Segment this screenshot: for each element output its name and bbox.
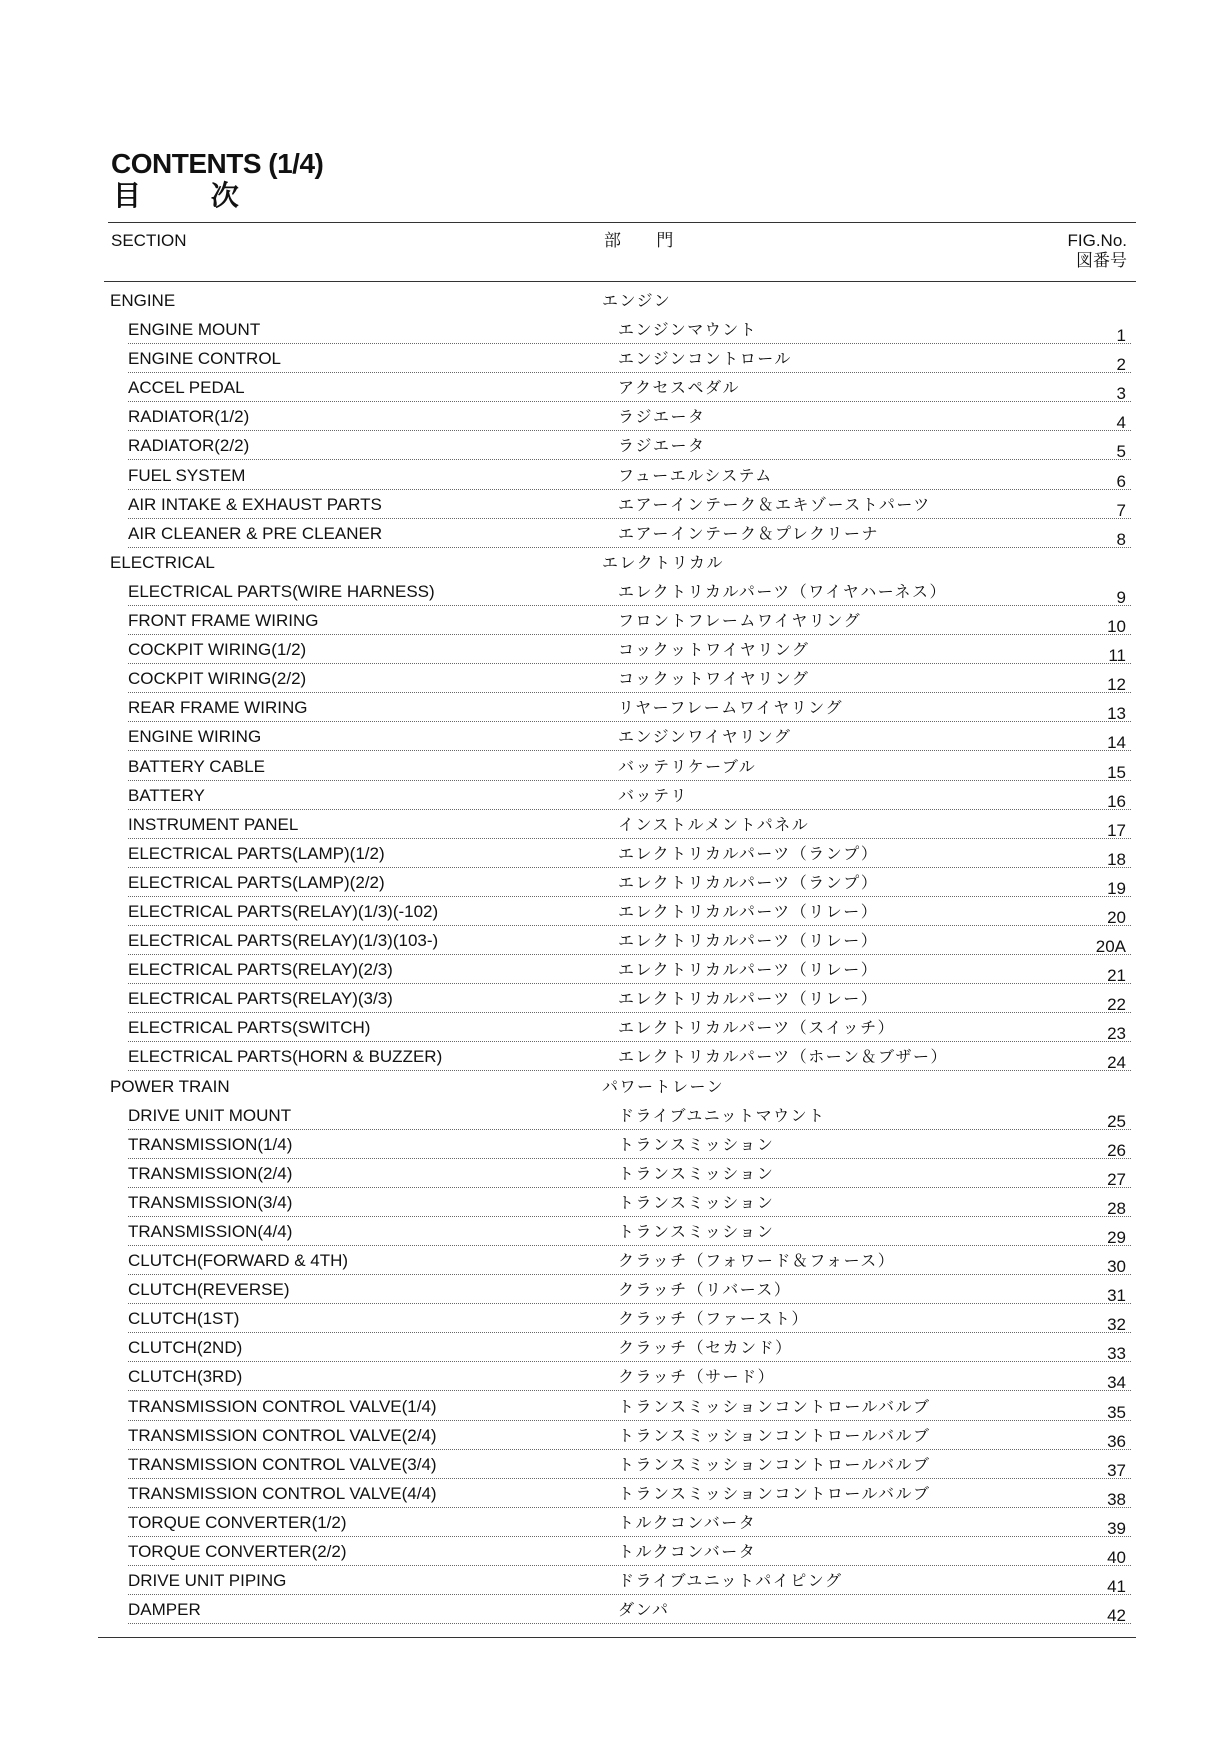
fig-number: 40 <box>1107 1548 1126 1568</box>
contents-row <box>0 1366 1231 1395</box>
entry-title-en: ELECTRICAL PARTS(HORN & BUZZER) <box>128 1047 443 1067</box>
entry-title-jp: トランスミッション <box>618 1134 775 1154</box>
contents-row <box>0 348 1231 377</box>
entry-title-jp: エレクトリカルパーツ（ホーン＆ブザー） <box>618 1047 948 1067</box>
contents-row <box>0 756 1231 785</box>
leader-dots <box>128 459 1131 460</box>
entry-title-jp: エアーインテーク＆エキゾーストパーツ <box>618 494 931 514</box>
contents-row <box>0 1483 1231 1512</box>
fig-number: 22 <box>1107 995 1126 1015</box>
contents-row <box>0 1308 1231 1337</box>
leader-dots <box>128 1216 1131 1217</box>
entry-title-en: CLUTCH(FORWARD & 4TH) <box>128 1251 349 1271</box>
leader-dots <box>128 1012 1131 1013</box>
fig-number: 24 <box>1107 1053 1126 1073</box>
entry-title-en: ELECTRICAL PARTS(RELAY)(3/3) <box>128 989 393 1009</box>
fig-number: 38 <box>1107 1489 1126 1509</box>
fig-number: 30 <box>1107 1257 1126 1277</box>
leader-dots <box>128 867 1131 868</box>
contents-row <box>0 1250 1231 1279</box>
fig-number: 18 <box>1107 849 1126 869</box>
contents-row <box>0 1425 1231 1454</box>
entry-title-en: ELECTRICAL <box>110 552 215 572</box>
entry-title-en: CLUTCH(2ND) <box>128 1338 243 1358</box>
entry-title-jp: エレクトリカルパーツ（リレー） <box>618 989 879 1009</box>
entry-title-en: TRANSMISSION(1/4) <box>128 1134 293 1154</box>
fig-number: 3 <box>1116 384 1126 404</box>
entry-title-en: POWER TRAIN <box>110 1076 230 1096</box>
fig-number: 6 <box>1116 471 1126 491</box>
entry-title-jp: クラッチ（フォワード＆フォース） <box>618 1251 896 1271</box>
entry-title-en: BATTERY CABLE <box>128 756 265 776</box>
column-header-bumon: 部 門 <box>604 231 674 251</box>
fig-number: 11 <box>1108 646 1126 666</box>
leader-dots <box>128 663 1131 664</box>
contents-row <box>0 1105 1231 1134</box>
entry-title-jp: クラッチ（サード） <box>618 1367 776 1387</box>
fig-number: 16 <box>1107 791 1126 811</box>
contents-row <box>0 1570 1231 1599</box>
leader-dots <box>128 983 1131 984</box>
leader-dots <box>128 1390 1131 1391</box>
entry-title-en: CLUTCH(3RD) <box>128 1367 243 1387</box>
entry-title-en: FUEL SYSTEM <box>128 465 246 485</box>
leader-dots <box>128 1478 1131 1479</box>
contents-row <box>0 639 1231 668</box>
fig-number: 36 <box>1107 1431 1126 1451</box>
leader-dots <box>128 1158 1131 1159</box>
page-title: CONTENTS (1/4) <box>111 148 324 179</box>
entry-title-jp: フロントフレームワイヤリング <box>618 611 862 631</box>
section-heading-row <box>0 552 1231 581</box>
column-header-fig-jp: 図番号 <box>1076 251 1127 270</box>
entry-title-en: RADIATOR(2/2) <box>128 436 250 456</box>
entry-title-en: TRANSMISSION CONTROL VALVE(3/4) <box>128 1454 437 1474</box>
entry-title-jp: エアーインテーク＆プレクリーナ <box>618 523 880 543</box>
fig-number: 28 <box>1107 1198 1126 1218</box>
entry-title-jp: クラッチ（セカンド） <box>618 1338 793 1358</box>
contents-list <box>0 290 1231 1628</box>
leader-dots <box>128 750 1131 751</box>
entry-title-jp: トランスミッションコントロールバルブ <box>618 1396 931 1416</box>
entry-title-jp: パワートレーン <box>602 1076 725 1096</box>
contents-row <box>0 959 1231 988</box>
fig-number: 31 <box>1107 1286 1126 1306</box>
contents-row <box>0 1221 1231 1250</box>
leader-dots <box>128 518 1131 519</box>
leader-dots <box>128 1449 1131 1450</box>
contents-row <box>0 1017 1231 1046</box>
contents-row <box>0 697 1231 726</box>
contents-row <box>0 1192 1231 1221</box>
entry-title-en: ELECTRICAL PARTS(SWITCH) <box>128 1018 371 1038</box>
entry-title-jp: トルクコンバータ <box>618 1512 757 1532</box>
column-header-section: SECTION <box>111 231 187 250</box>
entry-title-en: ENGINE <box>110 291 176 310</box>
entry-title-en: AIR INTAKE & EXHAUST PARTS <box>128 494 382 514</box>
entry-title-jp: バッテリケーブル <box>618 756 757 776</box>
page-title-jp: 目 次 <box>113 179 239 212</box>
leader-dots <box>128 1274 1131 1275</box>
leader-dots <box>128 605 1131 606</box>
entry-title-jp: エレクトリカルパーツ（ランプ） <box>618 843 879 863</box>
entry-title-jp: エンジン <box>602 291 672 310</box>
fig-number: 25 <box>1107 1111 1126 1131</box>
entry-title-jp: トランスミッションコントロールバルブ <box>618 1454 931 1474</box>
bottom-divider <box>98 1637 1136 1638</box>
entry-title-en: ELECTRICAL PARTS(LAMP)(1/2) <box>128 843 385 863</box>
entry-title-jp: トルクコンバータ <box>618 1542 757 1562</box>
entry-title-jp: ラジエータ <box>618 407 706 427</box>
entry-title-en: AIR CLEANER & PRE CLEANER <box>128 523 383 543</box>
fig-number: 1 <box>1116 326 1126 346</box>
entry-title-jp: エレクトリカルパーツ（リレー） <box>618 960 879 980</box>
top-divider <box>108 222 1136 223</box>
entry-title-en: ELECTRICAL PARTS(RELAY)(2/3) <box>128 960 393 980</box>
entry-title-jp: インストルメントパネル <box>618 814 810 834</box>
entry-title-en: ENGINE MOUNT <box>128 320 261 340</box>
fig-number: 20 <box>1107 907 1126 927</box>
entry-title-en: TORQUE CONVERTER(1/2) <box>128 1512 347 1532</box>
contents-row <box>0 814 1231 843</box>
entry-title-jp: エレクトリカルパーツ（リレー） <box>618 901 879 921</box>
fig-number: 7 <box>1116 500 1126 520</box>
leader-dots <box>128 343 1131 344</box>
contents-row <box>0 668 1231 697</box>
entry-title-en: COCKPIT WIRING(2/2) <box>128 669 307 689</box>
entry-title-en: INSTRUMENT PANEL <box>128 814 299 834</box>
contents-row <box>0 1512 1231 1541</box>
contents-row <box>0 901 1231 930</box>
entry-title-en: DRIVE UNIT PIPING <box>128 1571 287 1591</box>
section-heading-row <box>0 290 1231 319</box>
fig-number: 32 <box>1107 1315 1126 1335</box>
entry-title-jp: トランスミッション <box>618 1163 775 1183</box>
contents-row <box>0 785 1231 814</box>
leader-dots <box>128 809 1131 810</box>
fig-number: 10 <box>1107 617 1126 637</box>
fig-number: 34 <box>1107 1373 1126 1393</box>
leader-dots <box>128 1536 1131 1537</box>
entry-title-jp: リヤーフレームワイヤリング <box>618 698 843 718</box>
entry-title-jp: コックットワイヤリング <box>618 669 810 689</box>
fig-number: 23 <box>1107 1024 1126 1044</box>
entry-title-en: ELECTRICAL PARTS(RELAY)(1/3)(103-) <box>128 931 439 951</box>
fig-number: 35 <box>1107 1402 1126 1422</box>
entry-title-en: DRIVE UNIT MOUNT <box>128 1105 292 1125</box>
entry-title-en: TRANSMISSION CONTROL VALVE(2/4) <box>128 1425 437 1445</box>
contents-row <box>0 435 1231 464</box>
entry-title-en: FRONT FRAME WIRING <box>128 611 319 631</box>
fig-number: 2 <box>1116 355 1126 375</box>
contents-row <box>0 1134 1231 1163</box>
fig-number: 12 <box>1107 675 1126 695</box>
entry-title-jp: エレクトリカルパーツ（ワイヤハーネス） <box>618 581 947 601</box>
contents-row <box>0 581 1231 610</box>
leader-dots <box>128 1041 1131 1042</box>
entry-title-en: ELECTRICAL PARTS(WIRE HARNESS) <box>128 581 435 601</box>
entry-title-en: TRANSMISSION CONTROL VALVE(4/4) <box>128 1483 437 1503</box>
leader-dots <box>128 838 1131 839</box>
leader-dots <box>128 401 1131 402</box>
contents-row <box>0 872 1231 901</box>
entry-title-jp: コックットワイヤリング <box>618 640 810 660</box>
leader-dots <box>128 1565 1131 1566</box>
fig-number: 21 <box>1107 966 1126 986</box>
contents-row <box>0 610 1231 639</box>
fig-number: 26 <box>1107 1140 1126 1160</box>
leader-dots <box>128 954 1131 955</box>
leader-dots <box>128 896 1131 897</box>
entry-title-en: DAMPER <box>128 1600 201 1620</box>
leader-dots <box>128 780 1131 781</box>
fig-number: 13 <box>1107 704 1126 724</box>
contents-row <box>0 930 1231 959</box>
entry-title-en: CLUTCH(REVERSE) <box>128 1280 290 1300</box>
entry-title-jp: エレクトリカルパーツ（ランプ） <box>618 872 879 892</box>
entry-title-en: REAR FRAME WIRING <box>128 698 308 718</box>
entry-title-en: RADIATOR(1/2) <box>128 407 250 427</box>
fig-number: 41 <box>1107 1577 1126 1597</box>
entry-title-jp: ラジエータ <box>618 436 706 456</box>
fig-number: 29 <box>1107 1228 1126 1247</box>
leader-dots <box>128 372 1131 373</box>
fig-number: 39 <box>1107 1518 1126 1538</box>
entry-title-en: ACCEL PEDAL <box>128 378 245 398</box>
leader-dots <box>128 1070 1131 1071</box>
entry-title-en: ENGINE WIRING <box>128 727 262 747</box>
entry-title-jp: クラッチ（リバース） <box>618 1280 792 1300</box>
entry-title-en: ELECTRICAL PARTS(LAMP)(2/2) <box>128 872 385 892</box>
fig-number: 19 <box>1107 878 1126 898</box>
entry-title-en: TRANSMISSION(2/4) <box>128 1163 293 1183</box>
entry-title-jp: エレクトリカル <box>602 552 725 572</box>
contents-row <box>0 1599 1231 1628</box>
leader-dots <box>128 721 1131 722</box>
contents-row <box>0 1337 1231 1366</box>
leader-dots <box>128 925 1131 926</box>
contents-row <box>0 1396 1231 1425</box>
fig-number: 14 <box>1107 733 1126 753</box>
leader-dots <box>128 430 1131 431</box>
contents-row <box>0 319 1231 348</box>
leader-dots <box>128 1303 1131 1304</box>
fig-number: 37 <box>1107 1460 1126 1480</box>
entry-title-jp: トランスミッションコントロールバルブ <box>618 1483 931 1503</box>
entry-title-en: CLUTCH(1ST) <box>128 1309 240 1329</box>
leader-dots <box>128 1332 1131 1333</box>
entry-title-jp: クラッチ（ファースト） <box>618 1309 810 1329</box>
entry-title-jp: アクセスペダル <box>618 378 741 398</box>
entry-title-en: TRANSMISSION CONTROL VALVE(1/4) <box>128 1396 437 1416</box>
contents-row <box>0 465 1231 494</box>
section-heading-row <box>0 1076 1231 1105</box>
leader-dots <box>128 634 1131 635</box>
column-header-fig <box>1067 231 1127 271</box>
contents-row <box>0 377 1231 406</box>
entry-title-en: ENGINE CONTROL <box>128 349 282 369</box>
fig-number: 5 <box>1116 442 1126 462</box>
entry-title-en: ELECTRICAL PARTS(RELAY)(1/3)(-102) <box>128 901 439 921</box>
contents-row <box>0 1454 1231 1483</box>
contents-row <box>0 1541 1231 1570</box>
contents-row <box>0 406 1231 435</box>
fig-number: 17 <box>1107 820 1126 840</box>
entry-title-jp: フューエルシステム <box>618 465 773 485</box>
entry-title-jp: エンジンコントロール <box>618 349 792 369</box>
leader-dots <box>128 547 1131 548</box>
leader-dots <box>128 1187 1131 1188</box>
contents-row <box>0 1163 1231 1192</box>
fig-number: 27 <box>1107 1169 1126 1189</box>
contents-row <box>0 1046 1231 1075</box>
fig-number: 8 <box>1116 529 1126 549</box>
leader-dots <box>128 1623 1131 1624</box>
entry-title-jp: ドライブユニットマウント <box>618 1105 826 1125</box>
entry-title-en: TORQUE CONVERTER(2/2) <box>128 1542 347 1562</box>
entry-title-en: TRANSMISSION(4/4) <box>128 1222 293 1241</box>
contents-row <box>0 494 1231 523</box>
entry-title-jp: エンジンマウント <box>618 320 758 340</box>
entry-title-jp: エンジンワイヤリング <box>618 727 792 747</box>
leader-dots <box>128 1507 1131 1508</box>
fig-number: 20A <box>1095 937 1126 957</box>
entry-title-jp: トランスミッションコントロールバルブ <box>618 1425 931 1445</box>
leader-dots <box>128 1361 1131 1362</box>
leader-dots <box>128 489 1131 490</box>
entry-title-jp: トランスミッション <box>618 1222 775 1241</box>
entry-title-jp: エレクトリカルパーツ（スイッチ） <box>618 1018 896 1038</box>
fig-number: 9 <box>1116 587 1126 607</box>
leader-dots <box>128 1129 1131 1130</box>
entry-title-jp: ダンパ <box>618 1600 670 1620</box>
entry-title-jp: トランスミッション <box>618 1192 775 1212</box>
entry-title-en: TRANSMISSION(3/4) <box>128 1192 293 1212</box>
leader-dots <box>128 692 1131 693</box>
fig-number: 42 <box>1107 1606 1126 1626</box>
contents-row <box>0 523 1231 552</box>
contents-row <box>0 726 1231 755</box>
entry-title-en: BATTERY <box>128 785 205 805</box>
contents-row <box>0 1279 1231 1308</box>
entry-title-en: COCKPIT WIRING(1/2) <box>128 640 307 660</box>
leader-dots <box>128 1245 1131 1246</box>
contents-row <box>0 843 1231 872</box>
leader-dots <box>128 1420 1131 1421</box>
header-divider <box>104 281 1136 282</box>
fig-number: 4 <box>1116 413 1126 433</box>
column-header-fig-en: FIG.No. <box>1067 231 1127 250</box>
entry-title-jp: バッテリ <box>618 785 689 805</box>
entry-title-jp: エレクトリカルパーツ（リレー） <box>618 931 879 951</box>
fig-number: 15 <box>1107 762 1126 782</box>
leader-dots <box>128 1594 1131 1595</box>
entry-title-jp: ドライブユニットパイピング <box>618 1571 843 1591</box>
contents-row <box>0 988 1231 1017</box>
fig-number: 33 <box>1107 1344 1126 1364</box>
